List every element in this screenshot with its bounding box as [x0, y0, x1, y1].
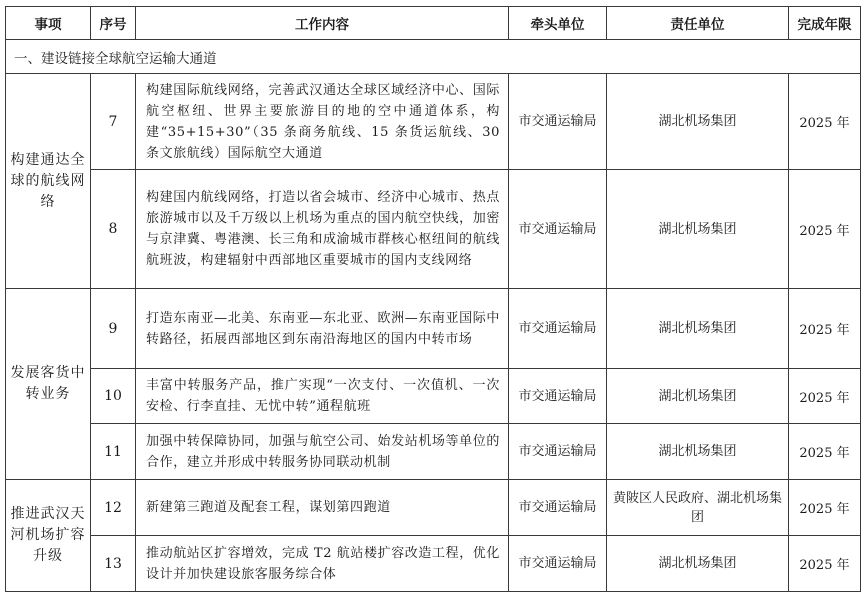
lead-unit: 市交通运输局: [509, 536, 607, 592]
work-content: 构建国际航线网络，完善武汉通达全球区域经济中心、国际航空枢纽、世界主要旅游目的地的空中通道体系，构建“35+15+30”（35 条商务航线、15 条货运航线、30 条文旅航线）国际航空大通道: [136, 74, 509, 170]
header-no: 序号: [91, 7, 136, 40]
deadline: 2025 年: [789, 369, 861, 424]
row-number: 10: [91, 369, 136, 424]
deadline: 2025 年: [789, 74, 861, 170]
work-content: 打造东南亚—北美、东南亚—东北亚、欧洲—东南亚国际中转路径，拓展西部地区到东南沿海地区的国内中转市场: [136, 289, 509, 369]
table-row: [6, 289, 861, 369]
work-content: 推动航站区扩容增效，完成 T2 航站楼扩容改造工程，优化设计并加快建设旅客服务综合体: [136, 536, 509, 592]
header-responsible-unit: 责任单位: [607, 7, 789, 40]
category-cell: 推进武汉天河机场扩容升级: [6, 480, 91, 592]
responsible-unit: 湖北机场集团: [607, 74, 789, 170]
table-row: [6, 74, 861, 170]
row-number: 7: [91, 74, 136, 170]
category-cell: 发展客货中转业务: [6, 289, 91, 480]
row-number: 11: [91, 424, 136, 480]
lead-unit: 市交通运输局: [509, 74, 607, 170]
responsible-unit: 湖北机场集团: [607, 369, 789, 424]
row-number: 8: [91, 170, 136, 289]
header-content: 工作内容: [136, 7, 509, 40]
row-number: 12: [91, 480, 136, 536]
category-cell: 构建通达全球的航线网络: [6, 74, 91, 289]
deadline: 2025 年: [789, 536, 861, 592]
lead-unit: 市交通运输局: [509, 480, 607, 536]
work-content: 新建第三跑道及配套工程，谋划第四跑道: [136, 480, 509, 536]
table-row: [6, 369, 861, 424]
lead-unit: 市交通运输局: [509, 369, 607, 424]
document-page: [5, 6, 860, 602]
deadline: 2025 年: [789, 170, 861, 289]
lead-unit: 市交通运输局: [509, 424, 607, 480]
section-row: [6, 40, 861, 74]
work-plan-table: [5, 6, 861, 592]
work-content: 加强中转保障协同，加强与航空公司、始发站机场等单位的合作，建立并形成中转服务协同联动机制: [136, 424, 509, 480]
header-lead-unit: 牵头单位: [509, 7, 607, 40]
header-deadline: 完成年限: [789, 7, 861, 40]
responsible-unit: 湖北机场集团: [607, 536, 789, 592]
deadline: 2025 年: [789, 480, 861, 536]
work-content: 丰富中转服务产品，推广实现“一次支付、一次值机、一次安检、行李直挂、无忧中转”通程航班: [136, 369, 509, 424]
lead-unit: 市交通运输局: [509, 289, 607, 369]
header-item: 事项: [6, 7, 91, 40]
table-row: [6, 424, 861, 480]
responsible-unit: 湖北机场集团: [607, 170, 789, 289]
work-content: 构建国内航线网络，打造以省会城市、经济中心城市、热点旅游城市以及千万级以上机场为重点的国内航空快线，加密与京津冀、粤港澳、长三角和成渝城市群核心枢纽间的航线航班波，构建辐射中西部地区重要城市的国内支线网络: [136, 170, 509, 289]
lead-unit: 市交通运输局: [509, 170, 607, 289]
deadline: 2025 年: [789, 424, 861, 480]
section-title: 一、建设链接全球航空运输大通道: [6, 40, 861, 74]
deadline: 2025 年: [789, 289, 861, 369]
responsible-unit: 湖北机场集团: [607, 424, 789, 480]
header-row: [6, 7, 861, 40]
table-row: [6, 536, 861, 592]
row-number: 9: [91, 289, 136, 369]
row-number: 13: [91, 536, 136, 592]
responsible-unit: 黄陂区人民政府、湖北机场集团: [607, 480, 789, 536]
responsible-unit: 湖北机场集团: [607, 289, 789, 369]
table-row: [6, 170, 861, 289]
table-row: [6, 480, 861, 536]
